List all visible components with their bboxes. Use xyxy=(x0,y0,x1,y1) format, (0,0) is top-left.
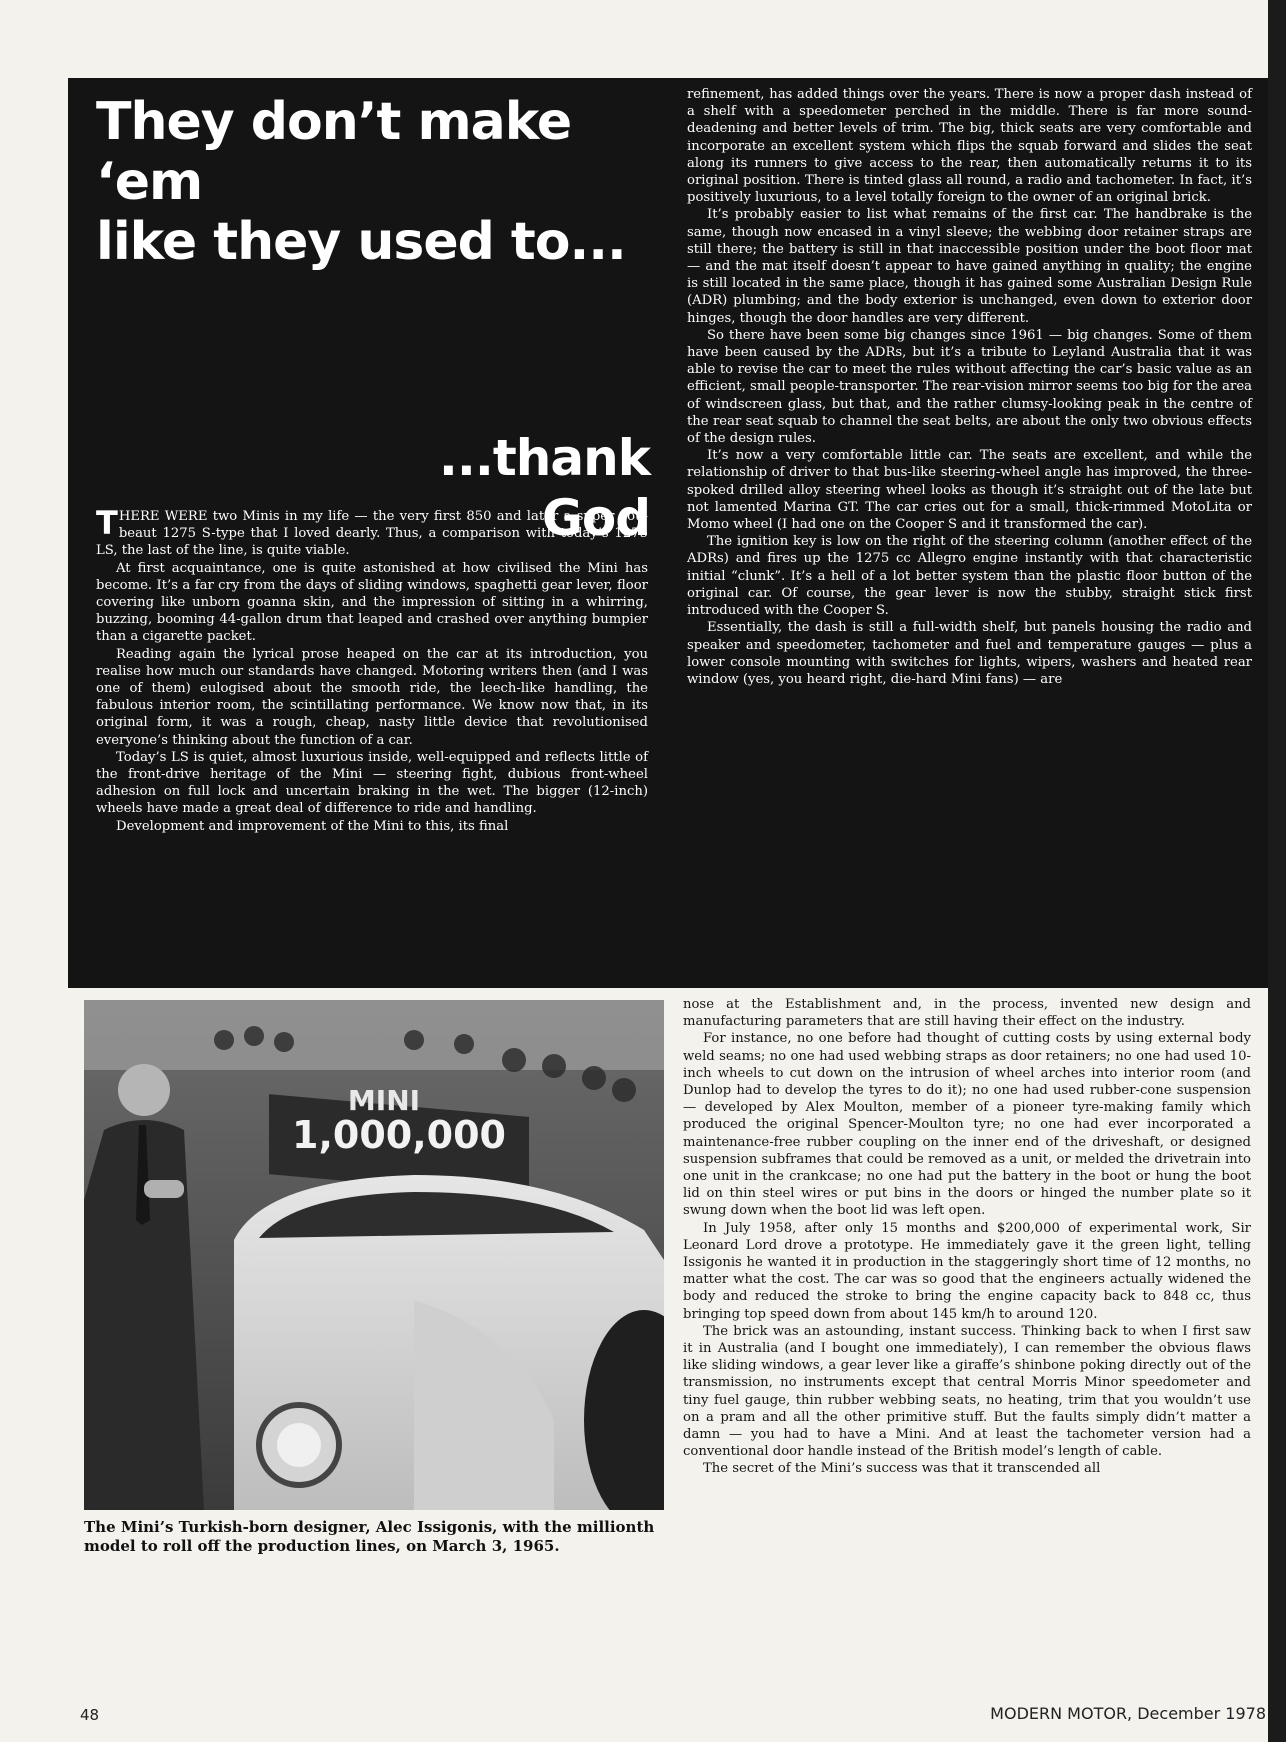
lower-right-column xyxy=(683,996,1251,1478)
sign-count-text: 1,000,000 xyxy=(292,1113,506,1157)
paragraph: nose at the Establishment and, in the process, invented new design and manufacturing parameters that are still having their effect on the industry. xyxy=(683,997,1251,1030)
photo-illustration xyxy=(84,1000,664,1510)
page-edge-shadow xyxy=(1268,0,1286,1742)
page-number: 48 xyxy=(80,1706,100,1724)
photo-caption: The Mini’s Turkish-born designer, Alec Issigonis, with the millionth model to roll off the production lines, on March 3, 1965. xyxy=(84,1518,655,1555)
paragraph: THERE WERE two Minis in my life — the very first 850 and later a super you-beaut 1275 S-type that I loved dearly. Thus, a comparison with today’s 1275 LS, the last of the line, is quite viable. xyxy=(96,504,648,559)
paragraph: The ignition key is low on the right of the steering column (another effect of the ADRs) and fires up the 1275 cc Allegro engine instantly with that characteristic initial “clunk”. It’s a hell of a lot better system than the plastic floor button of the original car. Of course, the gear lever is now the stubby, straight stick first introduced with the Cooper S. xyxy=(687,534,1252,619)
paragraph: In July 1958, after only 15 months and $200,000 of experimental work, Sir Leonard Lord drove a prototype. He immediately gave it the green light, telling Issigonis he wanted it in production in the staggeringly short time of 12 months, no matter what the cost. The car was so good that the engineers actually widened the body and reduced the stroke to bring the engine capacity back to 848 cc, thus bringing top speed down from about 145 km/h to around 120. xyxy=(683,1220,1251,1322)
paragraph: It’s probably easier to list what remains of the first car. The handbrake is the same, though now encased in a vinyl sleeve; the webbing door retainer straps are still there; the battery is still in that inaccessible position under the boot floor mat — and the mat itself doesn’t appear to have gained anything in quality; the engine is still located in the same place, though it has gained some Australian Design Rule (ADR) plumbing; and the body exterior is unchanged, even down to exterior door hinges, though the door handles are very different. xyxy=(687,207,1252,326)
magazine-footer: MODERN MOTOR, December 1978 xyxy=(990,1704,1266,1723)
paragraph: At first acquaintance, one is quite astonished at how civilised the Mini has become. It’s a far cry from the days of sliding windows, spaghetti gear lever, floor covering like unborn goanna skin, and the impression of sitting in a whirring, buzzing, booming 44-gallon drum that leaped and crashed over anything bumpier than a cigarette packet. xyxy=(96,560,648,645)
left-column xyxy=(96,504,648,835)
article-subhead: ...thank God xyxy=(438,429,650,547)
article-headline: They don’t make ‘em like they used to... xyxy=(96,92,626,272)
right-column xyxy=(687,86,1252,688)
paragraph: The brick was an astounding, instant success. Thinking back to when I first saw it in Australia (and I bought one immediately), I can remember the obvious flaws like sliding windows, a gear lever like a giraffe’s shinbone poking directly out of the transmission, no instruments except that central Morris Minor speedometer and tiny fuel gauge, thin rubber webbing seats, no heating, trim that you wouldn’t use on a pram and all the other primitive stuff. But the faults simply didn’t matter a damn — you had to have a Mini. And at least the tachometer version had a conventional door handle instead of the British model’s length of cable. xyxy=(683,1323,1251,1460)
paragraph: Essentially, the dash is still a full-width shelf, but panels housing the radio and speaker and speedometer, tachometer and fuel and temperature gauges — plus a lower console mounting with switches for lights, wipers, washers and heated rear window (yes, you heard right, die-hard Mini fans) — are xyxy=(687,620,1252,687)
paragraph: Reading again the lyrical prose heaped on the car at its introduction, you realise how much our standards have changed. Motoring writers then (and I was one of them) eulogised about the smooth ride, the leech-like handling, the fabulous interior room, the scintillating performance. We know now that, in its original form, it was a rough, cheap, nasty little device that revolutionised everyone’s thinking about the function of a car. xyxy=(96,646,648,748)
paragraph: refinement, has added things over the years. There is now a proper dash instead of a shelf with a speedometer perched in the middle. There is far more sound-deadening and better levels of trim. The big, thick seats are very comfortable and incorporate an excellent system which flips the squab forward and slides the seat along its runners to give access to the rear, then automatically returns it to its original position. There is tinted glass all round, a radio and tachometer. In fact, it’s positively luxurious, to a level totally foreign to the owner of an original brick. xyxy=(687,87,1252,206)
drop-cap: T xyxy=(96,504,118,542)
paragraph: So there have been some big changes since 1961 — big changes. Some of them have been caused by the ADRs, but it’s a tribute to Leyland Australia that it was able to revise the car to meet the rules without affecting the car’s basic value as an efficient, small people-transporter. The rear-vision mirror seems too big for the area of windscreen glass, but that, and the rather clumsy-looking peak in the centre of the rear seat squab to channel the seat belts, are about the only two obvious effects of the design rules. xyxy=(687,327,1252,447)
paragraph: For instance, no one before had thought of cutting costs by using external body weld seams; no one had used webbing straps as door retainers; no one had used 10-inch wheels to cut down on the intrusion of wheel arches into interior room (and Dunlop had to develop the tyres to do it); no one had used rubber-cone suspension — developed by Alex Moulton, member of a pioneer tyre-making family which produced the original Spencer-Moulton tyre; no one had ever incorporated a maintenance-free rubber coupling on the inner end of the driveshaft, or designed suspension subframes that could be removed as a unit, or melded the drivetrain into one unit in the crankcase; no one had put the battery in the boot or hung the boot lid on thin steel wires or put bins in the doors or hinged the number plate so it swung down when the boot lid was left open. xyxy=(683,1031,1251,1219)
paragraph: The secret of the Mini’s success was that it transcended all xyxy=(703,1461,1101,1477)
sign-mini-text: MINI xyxy=(347,1084,421,1117)
issigonis-photo xyxy=(84,1000,664,1510)
paragraph: Today’s LS is quiet, almost luxurious inside, well-equipped and reflects little of the front-drive heritage of the Mini — steering fight, dubious front-wheel adhesion on full lock and uncertain braking in the wet. The bigger (12-inch) wheels have made a great deal of difference to ride and handling. xyxy=(96,749,648,817)
paragraph: It’s now a very comfortable little car. The seats are excellent, and while the relationship of driver to that bus-like steering-wheel angle has improved, the three-spoked drilled alloy steering wheel looks as though it’s straight out of the late but not lamented Marina GT. The car cries out for a small, thick-rimmed MotoLita or Momo wheel (I had one on the Cooper S and it transformed the car). xyxy=(687,448,1252,533)
paragraph: Development and improvement of the Mini to this, its final xyxy=(116,818,509,834)
